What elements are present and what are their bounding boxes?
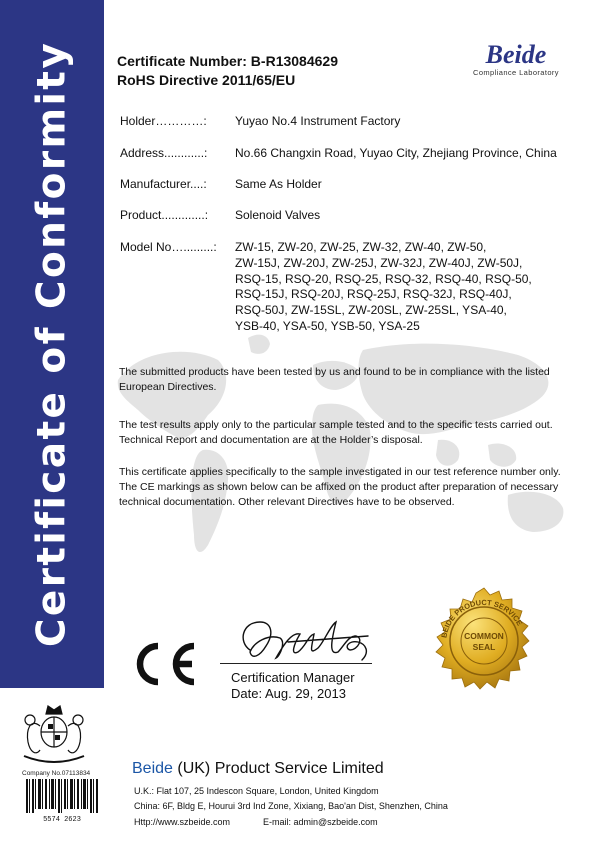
email-link[interactable]: E-mail: admin@szbeide.com: [263, 817, 378, 827]
address-value: No.66 Changxin Road, Yuyao City, Zhejiang Province, China: [235, 146, 557, 160]
model-line: ZW-15J, ZW-20J, ZW-25J, ZW-32J, ZW-40J, ZW-50J,: [235, 255, 523, 270]
ce-mark-icon: [128, 638, 200, 690]
certificate-date: Date: Aug. 29, 2013: [231, 686, 346, 701]
directive-title: RoHS Directive 2011/65/EU: [117, 72, 296, 88]
royal-crest-icon: [12, 696, 96, 768]
company-name: [132, 760, 384, 778]
certificate-title: Certificate of Conformity: [29, 40, 75, 648]
uk-address: U.K.: Flat 107, 25 Indescon Square, London, United Kingdom: [134, 786, 379, 796]
holder-value: Yuyao No.4 Instrument Factory: [235, 114, 401, 128]
product-value: Solenoid Valves: [235, 208, 321, 222]
model-line: RSQ-15, RSQ-20, RSQ-25, RSQ-32, RSQ-40, RSQ-50,: [235, 271, 532, 286]
test-results-paragraph: The test results apply only to the particular sample tested and to the specific tests carried out. Technical Report and documentation are at the Holder’s disposal.: [119, 419, 553, 446]
barcode-icon: [24, 779, 100, 823]
certificate-scope-paragraph: This certificate applies specifically to the sample investigated in our test reference number only. The CE markings as shown below can be affixed on the product after preparation of necessary technical documentation. Other relevant Directives have to be observed.: [119, 466, 561, 508]
barcode-number: 5574 2623: [43, 816, 81, 823]
model-line: YSB-40, YSA-50, YSB-50, YSA-25: [235, 318, 420, 333]
china-address: China: 6F, Bldg E, Hourui 3rd Ind Zone, Xixiang, Bao'an Dist, Shenzhen, China: [134, 801, 448, 811]
address-label: Address............:: [120, 146, 208, 160]
sidebar-band: [0, 0, 104, 688]
product-label: Product.............:: [120, 208, 209, 222]
company-name-rest: (UK) Product Service Limited: [172, 760, 384, 777]
beide-logo: [466, 42, 566, 77]
signature-line: [220, 663, 372, 664]
company-name-brand: Beide: [132, 760, 173, 777]
model-list: [235, 240, 535, 335]
seal-text-common: COMMON: [464, 631, 504, 641]
signatory-title: Certification Manager: [231, 670, 355, 685]
seal-text-seal: SEAL: [472, 642, 496, 652]
gold-seal-icon: [427, 586, 541, 700]
manager-signature: [228, 612, 378, 670]
website-link[interactable]: Http://www.szbeide.com: [134, 817, 231, 827]
model-line: RSQ-50J, ZW-15SL, ZW-20SL, ZW-25SL, YSA-40,: [235, 303, 507, 318]
model-label: Model No….........:: [120, 240, 217, 254]
seal-ring-text: BEIDE PRODUCT SERVICE: [439, 597, 525, 639]
certificate-number: Certificate Number: B-R13084629: [117, 53, 338, 69]
compliance-paragraph: The submitted products have been tested by us and found to be in compliance with the listed European Directives.: [119, 366, 550, 393]
model-line: RSQ-15J, RSQ-20J, RSQ-25J, RSQ-32J, RSQ-40J,: [235, 287, 512, 302]
company-number: Company No.07113834: [22, 770, 91, 777]
manufacturer-value: Same As Holder: [235, 177, 322, 191]
logo-name: Beide: [485, 40, 547, 69]
ce-mark-text: CE: [128, 638, 130, 639]
holder-label: Holder…………:: [120, 114, 207, 128]
logo-subtitle: Compliance Laboratory: [473, 68, 559, 77]
manufacturer-label: Manufacturer....:: [120, 177, 207, 191]
world-map-background: [108, 320, 598, 590]
model-line: ZW-15, ZW-20, ZW-25, ZW-32, ZW-40, ZW-50,: [235, 240, 487, 254]
